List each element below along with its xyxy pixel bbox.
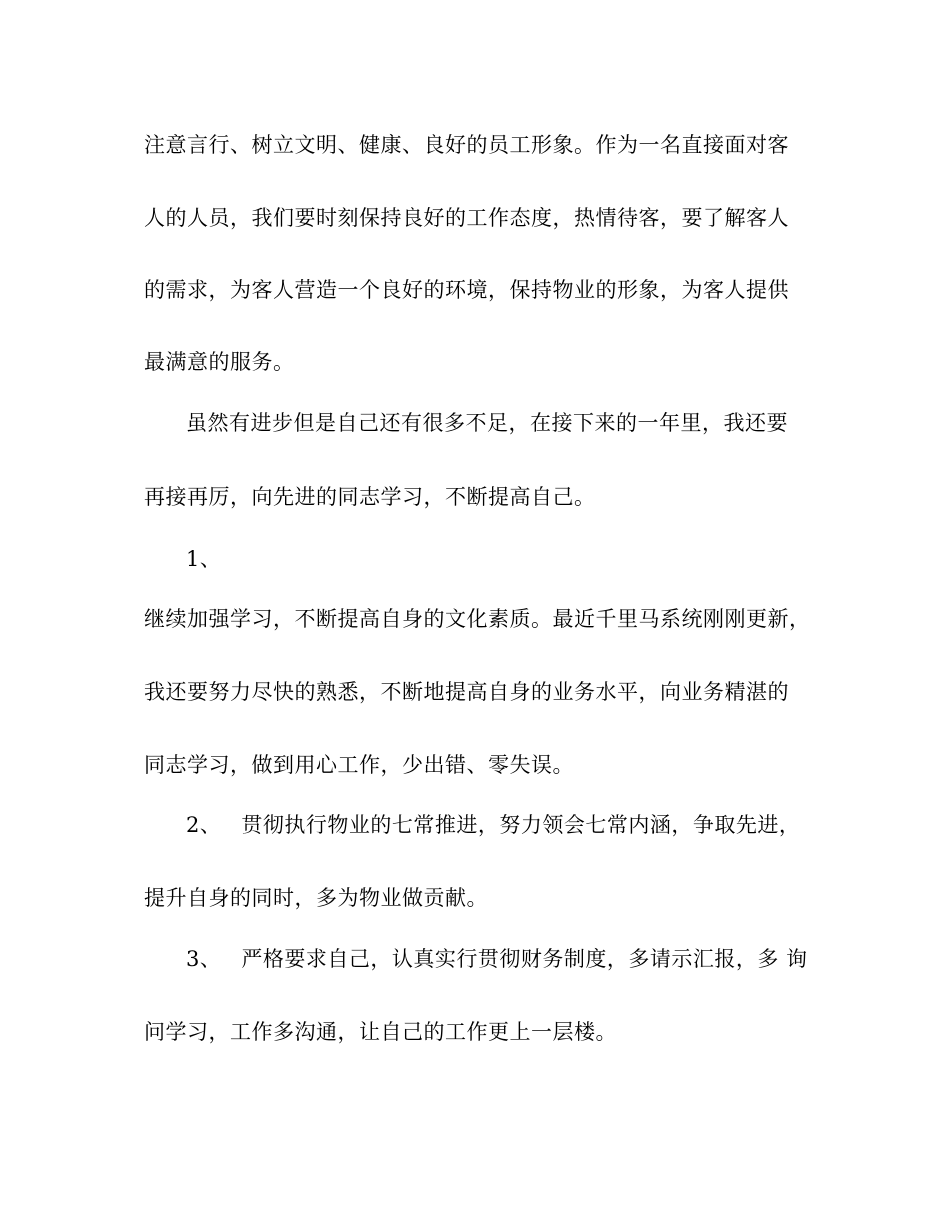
paragraph-line: 我还要努力尽快的熟悉，不断地提高自身的业务水平，向业务精湛的: [144, 680, 789, 704]
list-number: 2、: [186, 813, 222, 837]
paragraph-line: 提升自身的同时，多为物业做贡献。: [144, 886, 488, 910]
paragraph-line: 注意言行、树立文明、健康、良好的员工形象。作为一名直接面对客: [144, 133, 789, 157]
paragraph-line: 人的人员，我们要时刻保持良好的工作态度，热情待客，要了解客人: [144, 206, 789, 230]
list-item-3: [186, 943, 856, 975]
paragraph-line: 虽然有进步但是自己还有很多不足，在接下来的一年里，我还要: [186, 411, 788, 435]
paragraph-line: 最满意的服务。: [144, 350, 295, 374]
paragraph-line: 问学习，工作多沟通，让自己的工作更上一层楼。: [144, 1020, 617, 1044]
list-number: 3、: [186, 947, 222, 971]
paragraph-line: 再接再厉，向先进的同志学习，不断提高自己。: [144, 485, 596, 509]
list-number: 1、: [186, 547, 222, 571]
list-item-text: 严格要求自己，认真实行贯彻财务制度，多请示汇报，多 询: [241, 947, 808, 971]
paragraph-line: 的需求，为客人营造一个良好的环境，保持物业的形象，为客人提供: [144, 278, 789, 302]
paragraph-line: 继续加强学习，不断提高自身的文化素质。最近千里马系统刚刚更新，: [144, 607, 811, 631]
list-item-text: 贯彻执行物业的七常推进，努力领会七常内涵，争取先进，: [241, 813, 801, 837]
list-item-2: [186, 809, 856, 841]
paragraph-line: 同志学习，做到用心工作，少出错、零失误。: [144, 753, 574, 777]
